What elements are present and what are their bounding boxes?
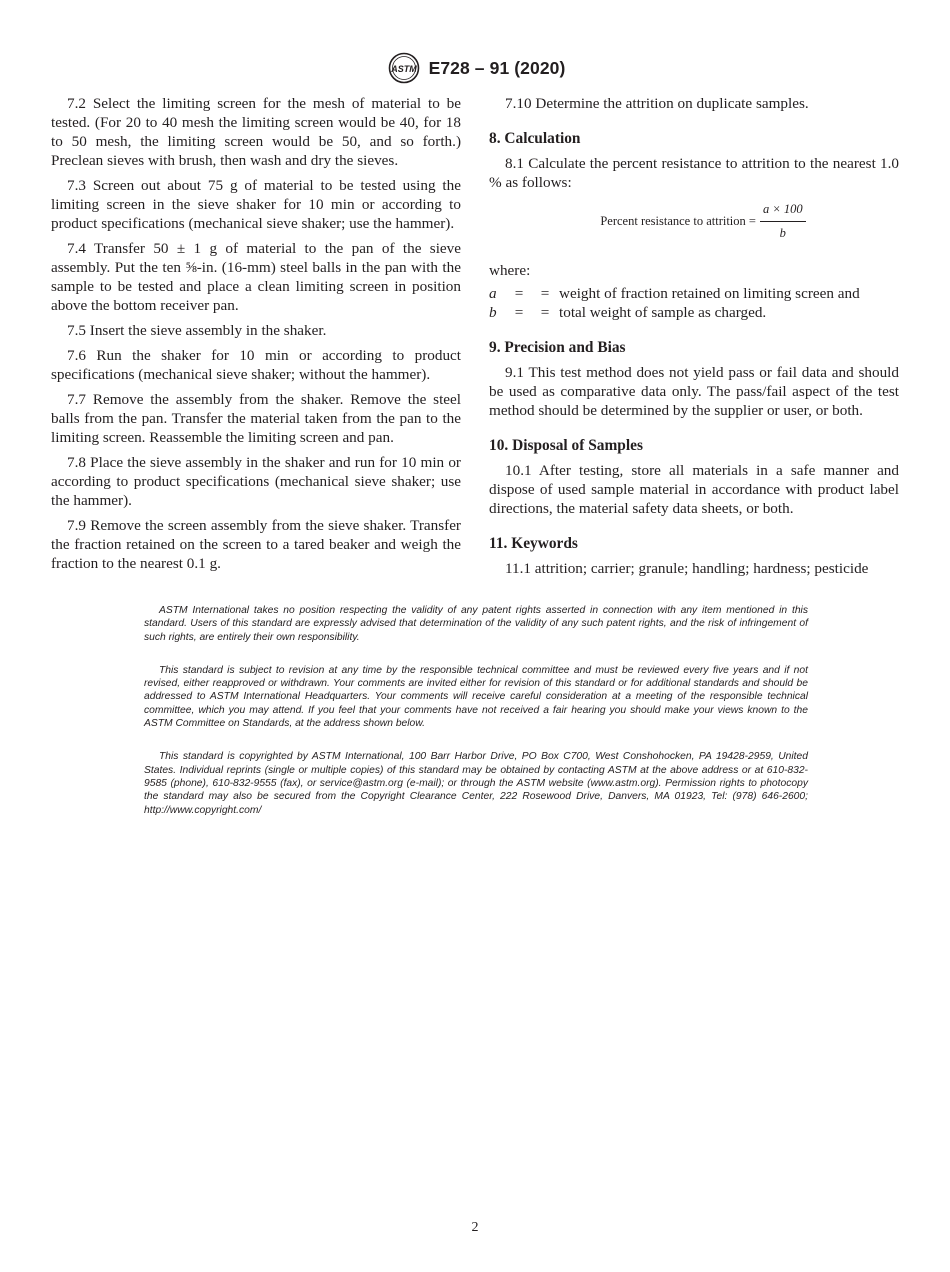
definition-equals: = (514, 304, 524, 321)
definition-symbol: a (489, 285, 497, 302)
paragraph-7-10: 7.10 Determine the attrition on duplicate samples. (505, 95, 809, 112)
paragraph-9-1: 9.1 This test method does not yield pass or fail data and should be used as comparative data only. The pass/fail aspect of the test method should be determined by the supplier or user, or both. (489, 364, 899, 419)
formula-numerator: a × 100 (760, 200, 806, 222)
formula-fraction (760, 200, 806, 243)
patent-notice: ASTM International takes no position respecting the validity of any patent rights asserted in connection with any item mentioned in this standard. Users of this standard are expressly advised that determination of the validity of any such patent rights, and the risk of infringement of such rights, are entirely their own responsibility. (144, 605, 808, 643)
paragraph-7-7: 7.7 Remove the assembly from the shaker. Remove the steel balls from the pan. Transfer the material taken from the pan to the limiting screen. Reassemble the limiting screen and pan. (51, 391, 461, 446)
definition-symbol: b (489, 304, 497, 321)
definition-equals: = (514, 285, 524, 302)
attrition-formula (507, 200, 899, 243)
section-heading-keywords: 11. Keywords (489, 535, 578, 552)
paragraph-10-1: 10.1 After testing, store all materials in a safe manner and dispose of used sample material in accordance with product label directions, the material safety data sheets, or both. (489, 462, 899, 517)
document-designation: E728 – 91 (2020) (428, 57, 566, 78)
paragraph-7-4: 7.4 Transfer 50 ± 1 g of material to the pan of the sieve assembly. Put the ten ⅝-in. (16-mm) steel balls in the pan with the sample to be tested and place a clean limiting screen in position above the bottom receiver pan. (51, 240, 461, 314)
paragraph-7-9: 7.9 Remove the screen assembly from the sieve shaker. Transfer the fraction retained on the screen to a tared beaker and weigh the fraction to the nearest 0.1 g. (51, 517, 461, 572)
section-heading-precision-bias: 9. Precision and Bias (489, 339, 626, 356)
definition-equals: = (540, 285, 550, 302)
definition-equals: = (540, 304, 550, 321)
definition-text: total weight of sample as charged. (559, 304, 767, 321)
copyright-notice: This standard is copyrighted by ASTM International, 100 Barr Harbor Drive, PO Box C700, West Conshohocken, PA 19428-2959, United States. Individual reprints (single or multiple copies) of this standard may be obtained by contacting ASTM at the above address or at 610-832-9585 (phone), 610-832-9555 (fax), or service@astm.org (e-mail); or through the ASTM website (www.astm.org). Permission rights to photocopy the standard may also be secured from the Copyright Clearance Center, 222 Rosewood Drive, Danvers, MA 01923, Tel: (978) 646-2600; http://www.copyright.com/ (144, 751, 808, 816)
paragraph-7-5: 7.5 Insert the sieve assembly in the shaker. (67, 322, 327, 339)
variable-definitions (489, 284, 899, 322)
definition-row (489, 303, 899, 322)
page-number: 2 (471, 1220, 479, 1235)
paragraph-11-1: 11.1 attrition; carrier; granule; handling; hardness; pesticide (505, 560, 869, 577)
paragraph-7-2: 7.2 Select the limiting screen for the mesh of material to be tested. (For 20 to 40 mesh the limiting screen would be 40, for 18 to 50 mesh, the limiting screen would be 50, and so forth.) Preclean sieves with brush, then wash and dry the sieves. (51, 95, 461, 169)
section-heading-disposal: 10. Disposal of Samples (489, 437, 643, 454)
left-column (51, 94, 461, 579)
paragraph-7-6: 7.6 Run the shaker for 10 min or according to product specifications (mechanical sieve shaker; without the hammer). (51, 347, 461, 383)
definition-row (489, 284, 899, 303)
definition-text: weight of fraction retained on limiting screen and (559, 285, 860, 302)
section-heading-calculation: 8. Calculation (489, 130, 581, 147)
astm-logo-icon (385, 52, 423, 84)
paragraph-7-3: 7.3 Screen out about 75 g of material to be tested using the limiting screen in the sieve shaker for 10 min or according to product specifications (mechanical sieve shaker; use the hammer). (51, 177, 461, 232)
revision-notice: This standard is subject to revision at any time by the responsible technical committee and must be reviewed every five years and if not revised, either reapproved or withdrawn. Your comments are invited either for revision of this standard or for additional standards and should be addressed to ASTM International Headquarters. Your comments will receive careful consideration at a meeting of the responsible technical committee, which you may attend. If you feel that your comments have not received a fair hearing you should make your views known to the ASTM Committee on Standards, at the address shown below. (144, 664, 808, 730)
right-column (489, 94, 899, 584)
formula-denominator: b (779, 226, 786, 240)
where-label: where: (489, 262, 531, 279)
paragraph-7-8: 7.8 Place the sieve assembly in the shaker and run for 10 min or according to product specifications (mechanical sieve shaker; use the hammer). (51, 454, 461, 509)
page-header (0, 52, 950, 84)
formula-label: Percent resistance to attrition = (600, 214, 756, 228)
footer-notes (144, 604, 808, 837)
svg-text:ASTM: ASTM (390, 64, 417, 74)
paragraph-8-1: 8.1 Calculate the percent resistance to attrition to the nearest 1.0 % as follows: (489, 155, 899, 191)
